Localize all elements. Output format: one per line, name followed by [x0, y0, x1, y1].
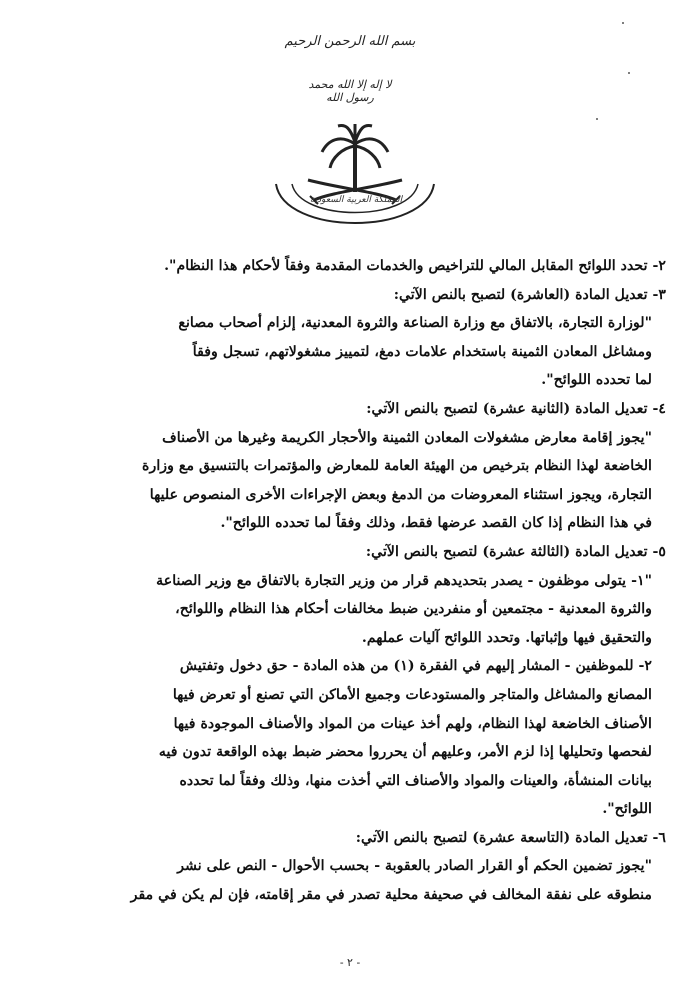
scan-speck	[596, 118, 598, 120]
paragraph-line: لفحصها وتحليلها إذا لزم الأمر، وعليهم أن يحرروا محضر ضبط بهذه الواقعة تدون فيه	[158, 744, 652, 761]
scan-speck	[628, 72, 630, 74]
page-number: - ٢ -	[339, 956, 361, 969]
article-heading: ٦- تعديل المادة (التاسعة عشرة) لتصبح بالنص الآتي:	[355, 829, 666, 846]
paragraph-line: والثروة المعدنية - مجتمعين أو منفردين ضبط مخالفات أحكام هذا النظام واللوائح،	[175, 601, 652, 618]
paragraph-line: في هذا النظام إذا كان القصد عرضها فقط، وذلك وفقاً لما تحدده اللوائح".	[220, 515, 652, 532]
paragraph-line: ومشاغل المعادن الثمينة باستخدام علامات دمغ، لتمييز مشغولاتهم، تسجل وفقاً	[192, 343, 652, 360]
paragraph-line: ٢- للموظفين - المشار إليهم في الفقرة (١) من هذه المادة - حق دخول وتفتيش	[179, 658, 652, 675]
paragraph-line: منطوقه على نفقة المخالف في صحيفة محلية تصدر في مقر إقامته، فإن لم يكن في مقر	[130, 887, 652, 904]
paragraph-line: ٢- تحدد اللوائح المقابل المالي للتراخيص والخدمات المقدمة وفقاً لأحكام هذا النظام".	[164, 258, 666, 274]
article-heading: ٤- تعديل المادة (الثانية عشرة) لتصبح بالنص الآتي:	[366, 400, 666, 417]
paragraph-line: لما تحدده اللوائح".	[541, 372, 652, 389]
saudi-emblem-logo	[262, 118, 448, 250]
paragraph-line: والتحقيق فيها وإثباتها. وتحدد اللوائح آليات عملهم.	[361, 629, 652, 646]
paragraph-line: "يجوز إقامة معارض مشغولات المعادن الثمينة والأحجار الكريمة وغيرها من الأصناف	[162, 429, 652, 446]
decree-body	[38, 252, 666, 910]
paragraph-line: "يجوز تضمين الحكم أو القرار الصادر بالعقوبة - بحسب الأحوال - النص على نشر	[177, 858, 652, 875]
basmala-calligraphy: بسم الله الرحمن الرحيم	[284, 34, 416, 49]
article-heading: ٣- تعديل المادة (العاشرة) لتصبح بالنص الآتي:	[393, 286, 666, 303]
paragraph-line: الأصناف الخاضعة لهذا النظام، ولهم أخذ عينات من المواد والأصناف الموجودة فيها	[173, 715, 652, 732]
paragraph-line: "لوزارة التجارة، بالاتفاق مع وزارة الصناعة والثروة المعدنية، إلزام أصحاب مصانع	[178, 315, 652, 332]
paragraph-line: اللوائح".	[602, 801, 652, 818]
scan-speck	[622, 22, 624, 24]
shahada-calligraphy: لا إله إلا الله محمد رسول الله	[308, 78, 392, 104]
paragraph-line: الخاضعة لهذا النظام بترخيص من الهيئة العامة للمعارض والمؤتمرات بالتنسيق مع وزارة	[142, 458, 652, 475]
emblem-caption: المملكة العربية السعودية	[309, 195, 403, 205]
paragraph-line: بيانات المنشأة، والعينات والمواد والأصناف التي أخذت منها، وذلك وفقاً لما تحدده	[179, 772, 652, 789]
article-heading: ٥- تعديل المادة (الثالثة عشرة) لتصبح بالنص الآتي:	[365, 543, 666, 560]
paragraph-line: "١- يتولى موظفون - يصدر بتحديدهم قرار من وزير التجارة بالاتفاق مع وزير الصناعة	[156, 572, 652, 589]
paragraph-line: المصانع والمشاغل والمتاجر والمستودعات وجميع الأماكن التي تصنع أو تعرض فيها	[172, 686, 652, 703]
paragraph-line: التجارة، ويجوز استثناء المعروضات من الدمغ وبعض الإجراءات الأخرى المنصوص عليها	[149, 486, 652, 503]
